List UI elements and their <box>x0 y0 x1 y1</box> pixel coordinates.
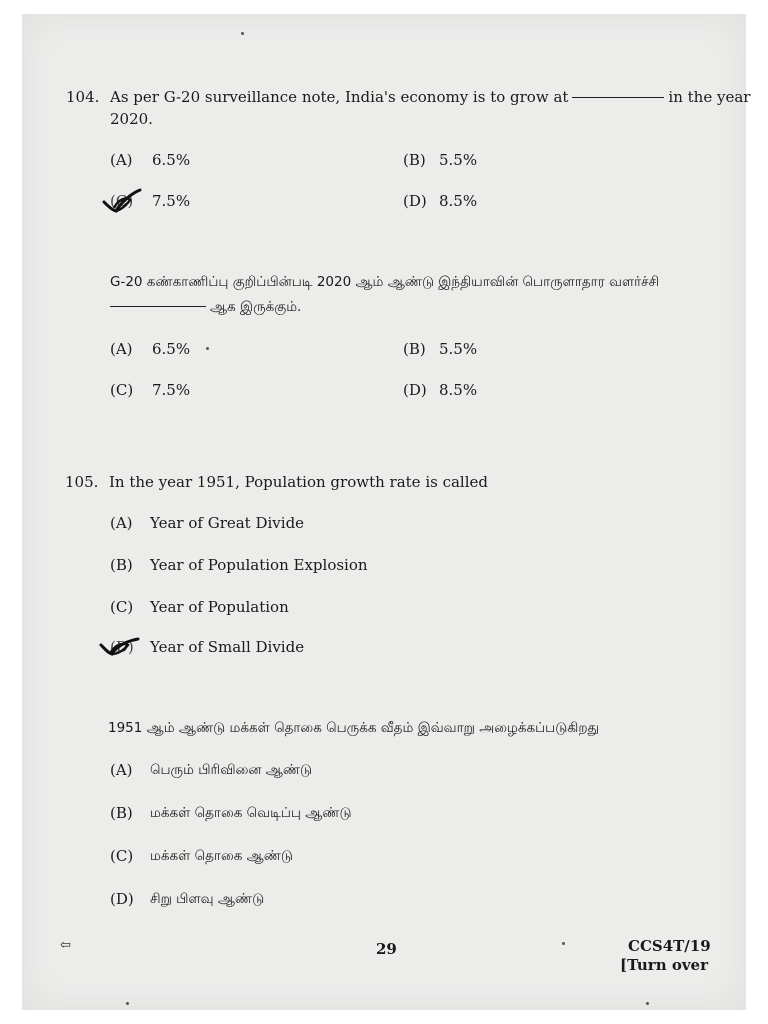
option-label: (C) <box>110 381 134 399</box>
handwritten-tick-mark <box>98 635 142 659</box>
option-label: (D) <box>110 890 134 908</box>
scan-speck <box>646 1002 649 1005</box>
option-value: 7.5% <box>152 381 191 399</box>
option-value: Year of Great Divide <box>150 514 305 532</box>
back-arrow-icon: ⇦ <box>60 938 71 953</box>
option-label: (B) <box>403 151 426 169</box>
scan-speck <box>126 1002 129 1005</box>
question-text: In the year 1951, Population growth rate is called <box>109 473 488 491</box>
scan-speck <box>241 32 244 35</box>
option-label: (D) <box>110 638 134 656</box>
option-value: மக்கள் தொகை ஆண்டு <box>150 848 293 864</box>
handwritten-tick-mark <box>100 186 146 214</box>
option-label: (C) <box>110 598 134 616</box>
option-value: பெரும் பிரிவினை ஆண்டு <box>150 762 313 778</box>
answer-blank <box>572 97 664 98</box>
option-value: Year of Population <box>150 598 289 616</box>
question-text-part1: As per G-20 surveillance note, India's economy is to grow at <box>110 88 569 106</box>
question-text-line2: 2020. <box>110 110 153 128</box>
option-label: (C) <box>110 847 134 865</box>
option-value: 6.5% <box>152 151 191 169</box>
option-value: Year of Small Divide <box>150 638 305 656</box>
question-number: 105. <box>65 473 99 491</box>
tamil-question-text-line2 <box>110 297 301 317</box>
scan-speck <box>562 942 565 945</box>
option-value: 5.5% <box>439 340 478 358</box>
option-label: (B) <box>110 804 133 822</box>
option-value: 8.5% <box>439 381 478 399</box>
answer-blank <box>110 306 206 307</box>
option-value: மக்கள் தொகை வெடிப்பு ஆண்டு <box>150 805 352 821</box>
page-number: 29 <box>376 940 397 958</box>
option-label: (A) <box>110 514 133 532</box>
option-label: (D) <box>403 192 427 210</box>
option-label: (A) <box>110 151 133 169</box>
option-value: 8.5% <box>439 192 478 210</box>
option-label: (A) <box>110 761 133 779</box>
option-label: (D) <box>403 381 427 399</box>
scan-speck <box>206 347 209 350</box>
option-label: (B) <box>403 340 426 358</box>
option-value: 5.5% <box>439 151 478 169</box>
option-label: (A) <box>110 340 133 358</box>
option-label: (B) <box>110 556 133 574</box>
question-number: 104. <box>66 88 100 106</box>
option-value: சிறு பிளவு ஆண்டு <box>150 891 265 907</box>
exam-page <box>22 14 751 1010</box>
tamil-question-text: 1951 ஆம் ஆண்டு மக்கள் தொகை பெருக்க வீதம் இவ்வாறு அழைக்கப்படுகிறது <box>108 720 600 736</box>
option-value: Year of Population Explosion <box>150 556 368 574</box>
question-text-part2: in the year <box>668 88 751 106</box>
question-text <box>110 87 750 107</box>
option-label: (C) <box>110 192 134 210</box>
turn-over-note: [Turn over <box>620 956 708 974</box>
tamil-question-text: G-20 கண்காணிப்பு குறிப்பின்படி 2020 ஆம் ஆண்டு இந்தியாவின் பொருளாதார வளர்ச்சி <box>110 274 660 290</box>
tamil-question-suffix: ஆக இருக்கும். <box>210 299 302 315</box>
option-value: 6.5% <box>152 340 191 358</box>
option-value: 7.5% <box>152 192 191 210</box>
paper-code: CCS4T/19 <box>628 937 711 955</box>
